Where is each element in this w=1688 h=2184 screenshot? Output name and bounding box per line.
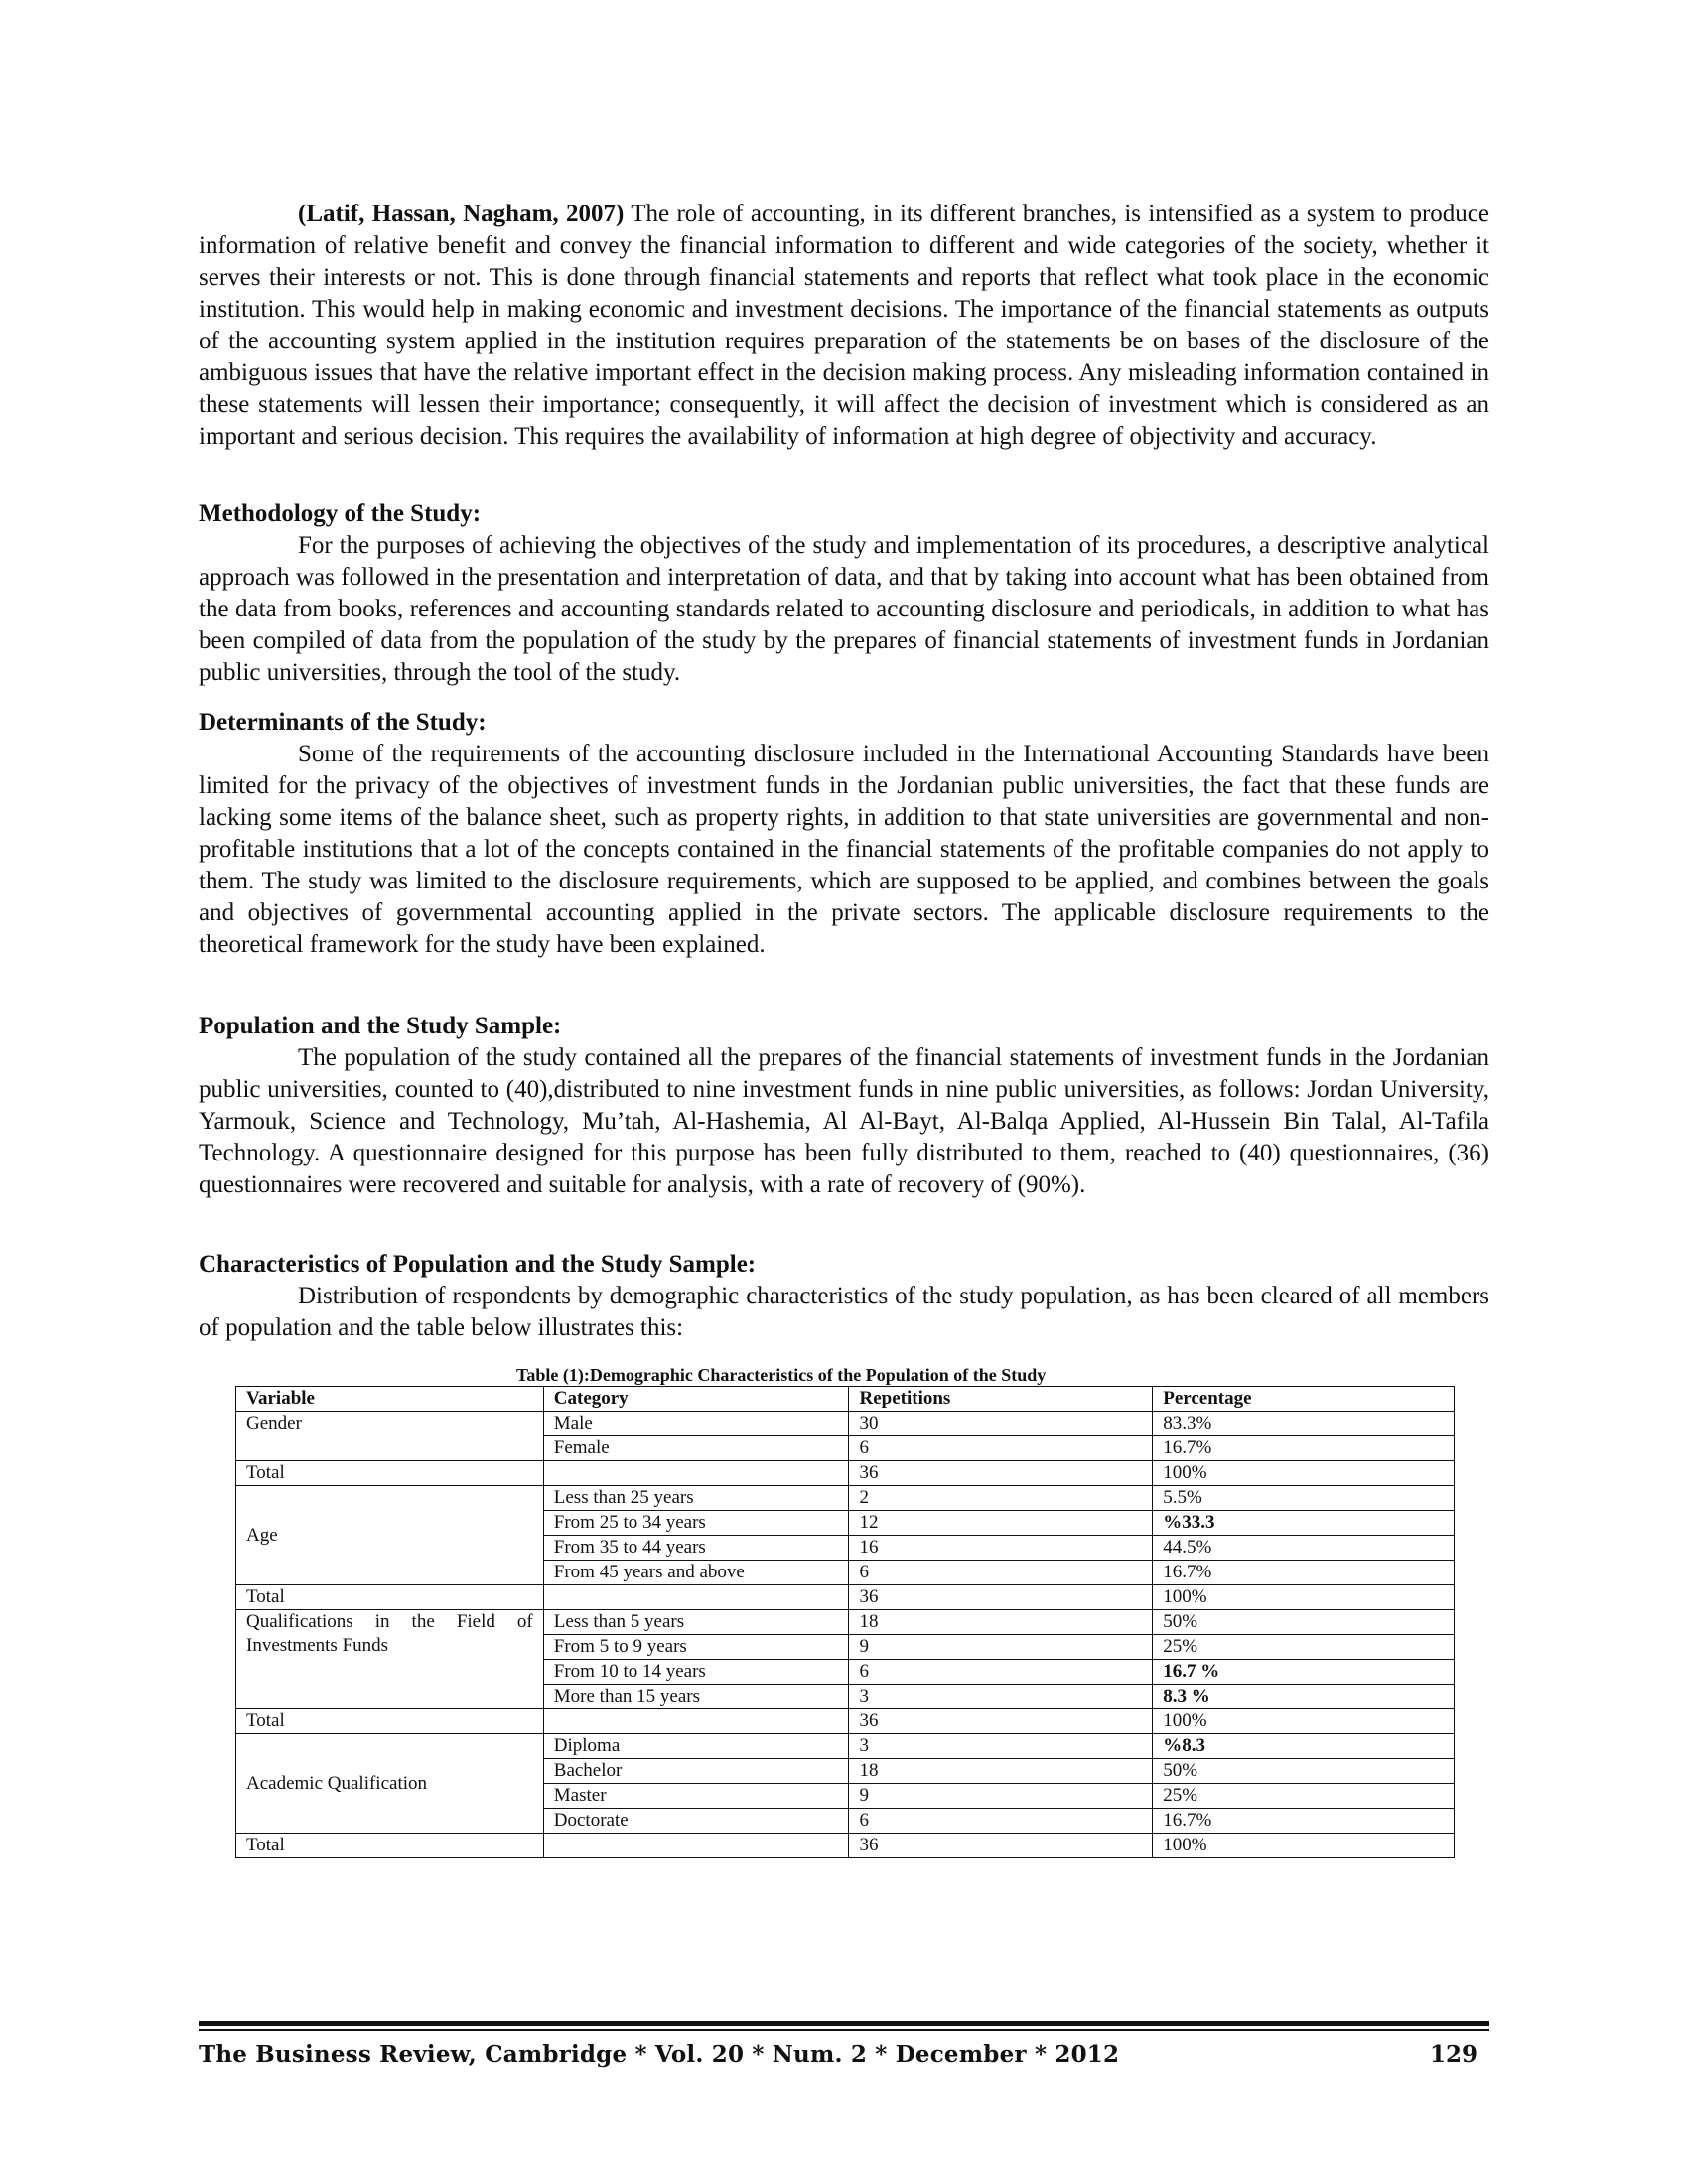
- percentage-cell: 5.5%: [1153, 1486, 1455, 1511]
- category-cell: From 5 to 9 years: [543, 1635, 849, 1660]
- header-percentage: Percentage: [1153, 1387, 1455, 1412]
- category-cell: [543, 1709, 849, 1734]
- table-row: [236, 1734, 1455, 1759]
- characteristics-text: Distribution of respondents by demographic characteristics of the study population, as has been cleared of all members of population and the table below illustrates this:: [199, 1283, 1489, 1341]
- percentage-cell: 16.7 %: [1153, 1660, 1455, 1685]
- repetitions-cell: 36: [849, 1834, 1153, 1858]
- total-label: Total: [236, 1709, 544, 1734]
- repetitions-cell: 18: [849, 1610, 1153, 1635]
- table-row: [236, 1610, 1455, 1635]
- percentage-cell: 16.7%: [1153, 1436, 1455, 1461]
- repetitions-cell: 9: [849, 1784, 1153, 1809]
- category-cell: Bachelor: [543, 1759, 849, 1784]
- methodology-heading: Methodology of the Study:: [199, 500, 482, 527]
- percentage-cell: 50%: [1153, 1759, 1455, 1784]
- category-cell: From 45 years and above: [543, 1561, 849, 1585]
- percentage-cell: 8.3 %: [1153, 1685, 1455, 1709]
- percentage-cell: 16.7%: [1153, 1809, 1455, 1834]
- table-total-row: [236, 1834, 1455, 1858]
- total-label: Total: [236, 1834, 544, 1858]
- percentage-cell: 100%: [1153, 1461, 1455, 1486]
- table-total-row: [236, 1461, 1455, 1486]
- repetitions-cell: 12: [849, 1511, 1153, 1536]
- header-variable: Variable: [236, 1387, 544, 1412]
- category-cell: [543, 1585, 849, 1610]
- table-row: [236, 1486, 1455, 1511]
- percentage-cell: %8.3: [1153, 1734, 1455, 1759]
- table-total-row: [236, 1709, 1455, 1734]
- category-cell: Diploma: [543, 1734, 849, 1759]
- category-cell: Less than 5 years: [543, 1610, 849, 1635]
- percentage-cell: 25%: [1153, 1784, 1455, 1809]
- percentage-cell: %33.3: [1153, 1511, 1455, 1536]
- population-paragraph: [199, 1042, 1489, 1201]
- methodology-text: For the purposes of achieving the objectives of the study and implementation of its procedures, a descriptive analytical approach was followed in the presentation and interpretation of data, and that by taking into account what has been obtained from the data from books, references and accounting standards related to accounting disclosure and periodicals, in addition to what has been compiled of data from the population of the study by the prepares of financial statements of investment funds in Jordanian public universities, through the tool of the study.: [199, 532, 1489, 686]
- repetitions-cell: 16: [849, 1536, 1153, 1561]
- percentage-cell: 100%: [1153, 1585, 1455, 1610]
- characteristics-paragraph: [199, 1281, 1489, 1344]
- repetitions-cell: 9: [849, 1635, 1153, 1660]
- repetitions-cell: 3: [849, 1685, 1153, 1709]
- header-category: Category: [543, 1387, 849, 1412]
- methodology-paragraph: [199, 530, 1489, 689]
- category-cell: Master: [543, 1784, 849, 1809]
- total-label: Total: [236, 1461, 544, 1486]
- percentage-cell: 100%: [1153, 1709, 1455, 1734]
- total-label: Total: [236, 1585, 544, 1610]
- percentage-cell: 44.5%: [1153, 1536, 1455, 1561]
- category-cell: More than 15 years: [543, 1685, 849, 1709]
- intro-text: The role of accounting, in its different branches, is intensified as a system to produce information of relative benefit and convey the financial information to different and wide categories of the society, whether it serves their interests or not. This is done through financial statements and reports that reflect what took place in the economic institution. This would help in making economic and investment decisions. The importance of the financial statements as outputs of the accounting system applied in the institution requires preparation of the statements be on bases of the disclosure of the ambiguous issues that have the relative important effect in the decision making process. Any misleading information contained in these statements will lessen their importance; consequently, it will affect the decision of investment which is considered as an important and serious decision. This requires the availability of information at high degree of objectivity and accuracy.: [199, 201, 1489, 450]
- repetitions-cell: 3: [849, 1734, 1153, 1759]
- table-title: Table (1):Demographic Characteristics of the Population of the Study: [516, 1365, 1047, 1385]
- population-text: The population of the study contained all the prepares of the financial statements of investment funds in the Jordanian public universities, counted to (40),distributed to nine investment funds in nine public universities, as follows: Jordan University, Yarmouk, Science and Technology, Mu’tah, Al-Hashemia, Al Al-Bayt, Al-Balqa Applied, Al-Hussein Bin Talal, Al-Tafila Technology. A questionnaire designed for this purpose has been fully distributed to them, reached to (40) questionnaires, (36) questionnaires were recovered and suitable for analysis, with a rate of recovery of (90%).: [199, 1044, 1489, 1198]
- header-repetitions: Repetitions: [849, 1387, 1153, 1412]
- demographic-table: [235, 1386, 1455, 1858]
- category-cell: Male: [543, 1412, 849, 1436]
- percentage-cell: 83.3%: [1153, 1412, 1455, 1436]
- table-total-row: [236, 1585, 1455, 1610]
- determinants-paragraph: [199, 739, 1489, 961]
- repetitions-cell: 6: [849, 1809, 1153, 1834]
- repetitions-cell: 36: [849, 1461, 1153, 1486]
- category-cell: Doctorate: [543, 1809, 849, 1834]
- footer-journal: The Business Review, Cambridge * Vol. 20 * Num. 2 * December * 2012: [199, 2041, 1120, 2068]
- percentage-cell: 25%: [1153, 1635, 1455, 1660]
- category-cell: [543, 1461, 849, 1486]
- page-number: 129: [1430, 2041, 1478, 2068]
- footer-rule-thick: [199, 2021, 1489, 2026]
- variable-academic: Academic Qualification: [236, 1734, 544, 1834]
- table-header-row: [236, 1387, 1455, 1412]
- intro-paragraph: [199, 199, 1489, 453]
- determinants-heading: Determinants of the Study:: [199, 709, 487, 736]
- percentage-cell: 50%: [1153, 1610, 1455, 1635]
- repetitions-cell: 6: [849, 1436, 1153, 1461]
- determinants-text: Some of the requirements of the accounting disclosure included in the International Accounting Standards have been limited for the privacy of the objectives of investment funds in the Jordanian public universities, the fact that these funds are lacking some items of the balance sheet, such as property rights, in addition to that state universities are governmental and non-profitable institutions that a lot of the concepts contained in the financial statements of the profitable companies do not apply to them. The study was limited to the disclosure requirements, which are supposed to be applied, and combines between the goals and objectives of governmental accounting applied in the private sectors. The applicable disclosure requirements to the theoretical framework for the study have been explained.: [199, 741, 1489, 958]
- intro-citation: (Latif, Hassan, Nagham, 2007): [298, 201, 625, 227]
- table-row: [236, 1412, 1455, 1436]
- category-cell: From 35 to 44 years: [543, 1536, 849, 1561]
- population-heading: Population and the Study Sample:: [199, 1013, 562, 1039]
- repetitions-cell: 36: [849, 1709, 1153, 1734]
- percentage-cell: 16.7%: [1153, 1561, 1455, 1585]
- repetitions-cell: 6: [849, 1660, 1153, 1685]
- variable-age: Age: [236, 1486, 544, 1585]
- category-cell: [543, 1834, 849, 1858]
- repetitions-cell: 30: [849, 1412, 1153, 1436]
- category-cell: Less than 25 years: [543, 1486, 849, 1511]
- percentage-cell: 100%: [1153, 1834, 1455, 1858]
- variable-qualifications: Qualifications in the Field of Investments Funds: [236, 1610, 544, 1709]
- repetitions-cell: 18: [849, 1759, 1153, 1784]
- repetitions-cell: 36: [849, 1585, 1153, 1610]
- footer-rule-thin: [199, 2029, 1489, 2031]
- category-cell: From 25 to 34 years: [543, 1511, 849, 1536]
- characteristics-heading: Characteristics of Population and the Study Sample:: [199, 1251, 757, 1278]
- category-cell: From 10 to 14 years: [543, 1660, 849, 1685]
- repetitions-cell: 2: [849, 1486, 1153, 1511]
- variable-gender: Gender: [236, 1412, 544, 1461]
- category-cell: Female: [543, 1436, 849, 1461]
- repetitions-cell: 6: [849, 1561, 1153, 1585]
